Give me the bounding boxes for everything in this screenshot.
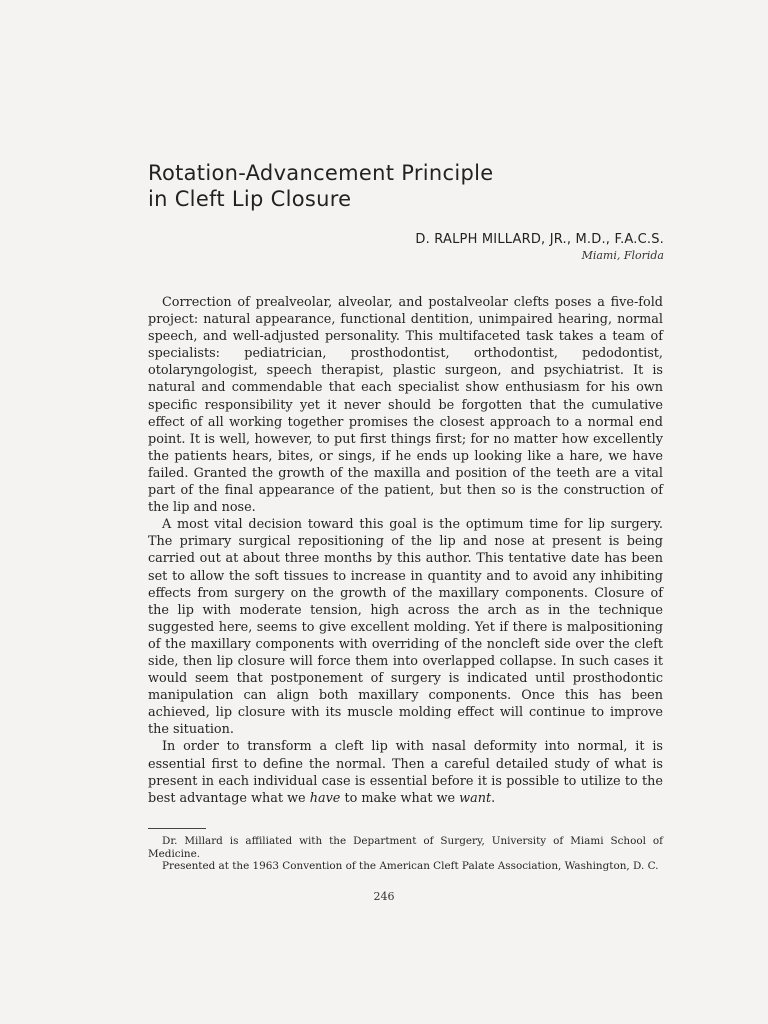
footnote-divider xyxy=(148,828,206,829)
article-body xyxy=(148,294,663,807)
emphasis-want: want xyxy=(459,790,492,806)
paragraph-3-text-a: In order to transform a cleft lip with nasal deformity into normal, it is essential first to define the normal. Then a careful detailed study of what is present in each individual case is essential before it is possible to utilize to the best advantage what we xyxy=(148,739,663,806)
emphasis-have: have xyxy=(309,790,341,806)
paragraph-3-text-b: to make what we xyxy=(340,790,460,806)
paragraph-3 xyxy=(148,738,663,806)
article-title xyxy=(148,160,668,212)
paragraph-3-text-c: . xyxy=(491,790,496,806)
footnotes xyxy=(148,835,663,873)
title-line-2: in Cleft Lip Closure xyxy=(148,187,352,211)
page-number: 246 xyxy=(373,890,395,903)
author-affiliation: Miami, Florida xyxy=(581,249,664,262)
paragraph-1: Correction of prealveolar, alveolar, and postalveolar clefts poses a five-fold project: natural appearance, functional dentition, unimpaired hearing, normal speech, and well-adjusted personality. This multifaceted task takes a team of specialists: pediatrician, prosthodontist, orthodontist, pedodontist, otolaryngologist, speech therapist, plastic surgeon, and psychiatrist. It is natural and commendable that each specialist show enthusiasm for his own specific responsibility yet it never should be forgotten that the cumulative effect of all working together promises the closest approach to a normal end point. It is well, however, to put first things first; for no matter how excellently the patients hears, bites, or sings, if he ends up looking like a hare, we have failed. Granted the growth of the maxilla and position of the teeth are a vital part of the final appearance of the patient, but then so is the construction of the lip and nose. xyxy=(148,295,663,516)
title-line-1: Rotation-Advancement Principle xyxy=(148,161,494,185)
footnote-affiliation: Dr. Millard is affiliated with the Department of Surgery, University of Miami School of Medicine. xyxy=(148,835,663,860)
paragraph-2: A most vital decision toward this goal is the optimum time for lip surgery. The primary surgical repositioning of the lip and nose at present is being carried out at about three months by this author. This tentative date has been set to allow the soft tissues to increase in quantity and to avoid any inhibiting effects from surgery on the growth of the maxillary components. Closure of the lip with moderate tension, high across the arch as in the technique suggested here, seems to give excellent molding. Yet if there is malpositioning of the maxillary components with overriding of the noncleft side over the cleft side, then lip closure will force them into overlapped collapse. In such cases it would seem that postponement of surgery is indicated until prosthodontic manipulation can align both maxillary components. Once this has been achieved, lip closure with its muscle molding effect will continue to improve the situation. xyxy=(148,517,663,738)
author-name: D. RALPH MILLARD, JR., M.D., F.A.C.S. xyxy=(415,232,664,247)
footnote-presented: Presented at the 1963 Convention of the American Cleft Palate Association, Washington, D. C. xyxy=(162,860,659,873)
